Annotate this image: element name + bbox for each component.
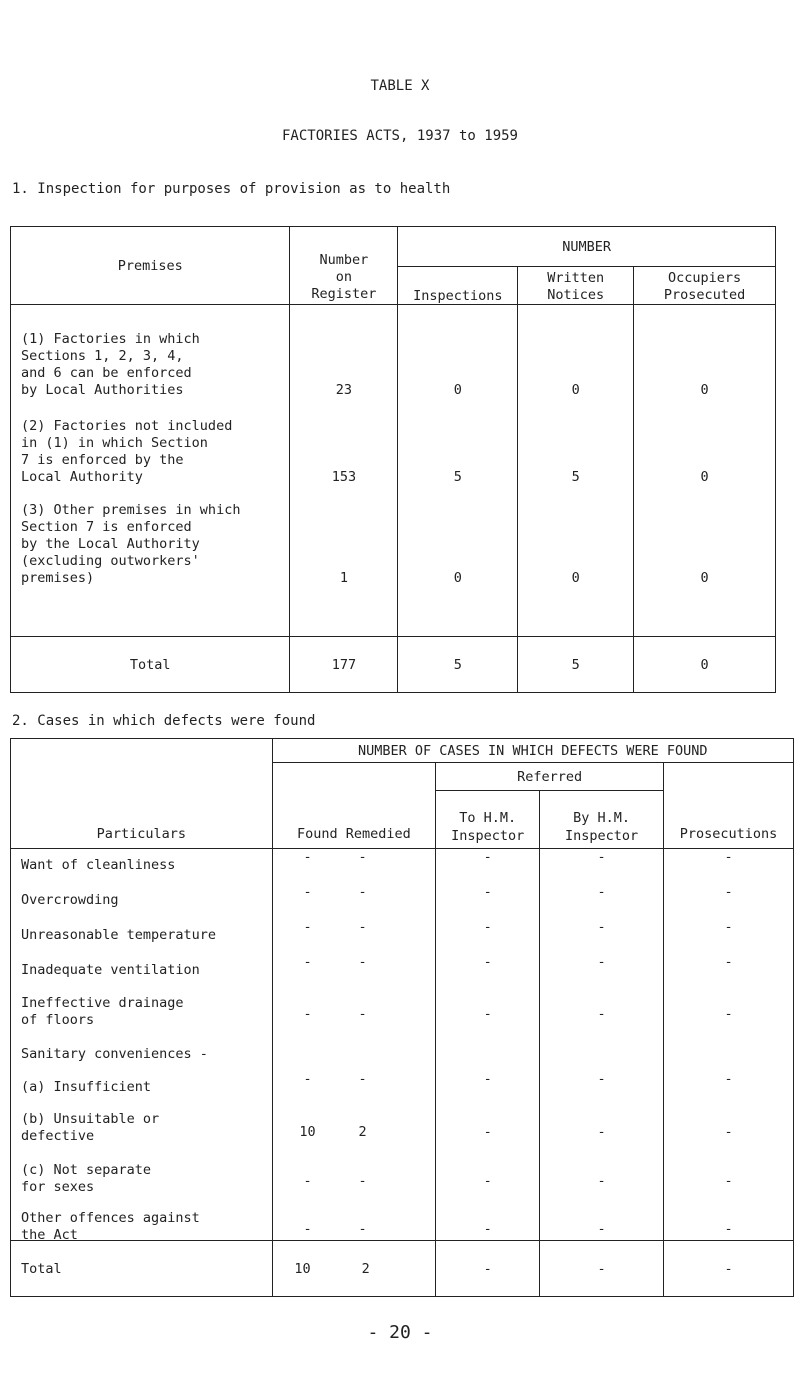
total-found-remedied (272, 1241, 436, 1297)
particulars-row: Ineffective drainage of floors (21, 995, 184, 1028)
prosecuted-value: 0 (700, 570, 709, 586)
found-value: - (303, 1071, 312, 1087)
premises-row-2: (2) Factories not included in (1) in which Section 7 is enforced by the Local Authority (21, 418, 233, 485)
inspections-column (398, 305, 518, 637)
occupiers-prosecuted-header: Occupiers Prosecuted (634, 267, 776, 305)
found-header: Found (297, 826, 338, 842)
particulars-column (11, 849, 273, 1241)
section1-heading: 1. Inspection for purposes of provision as to health (12, 181, 451, 197)
remedied-value: - (358, 849, 367, 865)
inspection-table (10, 226, 776, 693)
prosecutions-value: - (724, 954, 733, 970)
particulars-row: Overcrowding (21, 892, 119, 908)
total-register: 177 (290, 637, 398, 693)
by-hm-value: - (597, 1071, 606, 1087)
total-prosecutions: - (664, 1241, 794, 1297)
to-hm-value: - (483, 919, 492, 935)
found-value: - (303, 919, 312, 935)
total-remedied: 2 (361, 1260, 370, 1277)
written-notices-header: Written Notices (518, 267, 634, 305)
referred-header: Referred (436, 763, 664, 791)
to-hm-value: - (483, 849, 492, 865)
by-hm-inspector-header: By H.M. Inspector (540, 791, 664, 849)
found-value: - (303, 849, 312, 865)
premises-row-1: (1) Factories in which Sections 1, 2, 3, 4, and 6 can be enforced by Local Authorities (21, 331, 200, 398)
found-remedied-column (272, 849, 436, 1241)
prosecutions-column (664, 849, 794, 1241)
prosecutions-value: - (724, 849, 733, 865)
to-hm-value: - (483, 884, 492, 900)
page-number: - 20 - (367, 1322, 433, 1343)
notices-value: 0 (571, 570, 580, 586)
remedied-value: - (358, 954, 367, 970)
prosecuted-value: 0 (700, 382, 709, 398)
by-hm-value: - (597, 1221, 606, 1237)
remedied-value: - (358, 1173, 367, 1189)
total-label: Total (11, 637, 290, 693)
remedied-value: - (358, 1006, 367, 1022)
remedied-value: - (358, 1221, 367, 1237)
total-to-hm: - (436, 1241, 540, 1297)
total-inspections: 5 (398, 637, 518, 693)
section2-heading: 2. Cases in which defects were found (12, 713, 316, 729)
inspections-value: 0 (453, 382, 462, 398)
particulars-row: Unreasonable temperature (21, 927, 217, 943)
remedied-value: - (358, 919, 367, 935)
to-hm-value: - (483, 1124, 492, 1140)
by-hm-value: - (597, 1006, 606, 1022)
premises-row-3: (3) Other premises in which Section 7 is enforced by the Local Authority (excluding outworkers' premises) (21, 502, 241, 586)
inspections-value: 5 (453, 469, 462, 485)
defects-table (10, 738, 794, 1297)
particulars-row: Sanitary conveniences - (21, 1046, 208, 1062)
by-hm-value: - (597, 1124, 606, 1140)
to-hm-value: - (483, 1071, 492, 1087)
total-found: 10 (294, 1260, 311, 1277)
to-hm-value: - (483, 954, 492, 970)
particulars-row: Want of cleanliness (21, 857, 176, 873)
total-notices: 5 (518, 637, 634, 693)
particulars-row: (b) Unsuitable or defective (21, 1111, 160, 1144)
total-prosecuted: 0 (634, 637, 776, 693)
by-hm-value: - (597, 849, 606, 865)
found-value: - (303, 884, 312, 900)
prosecutions-value: - (724, 919, 733, 935)
to-hm-value: - (483, 1006, 492, 1022)
particulars-header: Particulars (11, 739, 273, 849)
prosecuted-value: 0 (700, 469, 709, 485)
found-value: - (303, 954, 312, 970)
prosecutions-value: - (724, 1221, 733, 1237)
inspections-header: Inspections (398, 267, 518, 305)
particulars-row: (c) Not separate for sexes (21, 1162, 152, 1195)
by-hm-value: - (597, 919, 606, 935)
prosecutions-value: - (724, 1071, 733, 1087)
to-hm-inspector-header: To H.M. Inspector (436, 791, 540, 849)
by-hm-value: - (597, 884, 606, 900)
prosecutions-header: Prosecutions (664, 763, 794, 849)
premises-column (11, 305, 290, 637)
table-subtitle: FACTORIES ACTS, 1937 to 1959 (281, 128, 518, 144)
total-label-2: Total (11, 1241, 273, 1297)
remedied-header: Remedied (345, 826, 411, 842)
total-by-hm: - (540, 1241, 664, 1297)
found-value: - (303, 1006, 312, 1022)
number-header: NUMBER (398, 227, 776, 267)
to-hm-value: - (483, 1173, 492, 1189)
premises-header: Premises (11, 227, 290, 305)
remedied-value: 2 (358, 1124, 367, 1140)
register-value: 1 (339, 570, 348, 586)
to-hm-value: - (483, 1221, 492, 1237)
found-value: 10 (299, 1124, 316, 1140)
register-header: Number on Register (290, 227, 398, 305)
table-title: TABLE X (370, 78, 430, 94)
register-value: 23 (335, 382, 353, 398)
notices-value: 5 (571, 469, 580, 485)
remedied-value: - (358, 1071, 367, 1087)
register-column (290, 305, 398, 637)
particulars-row: (a) Insufficient (21, 1079, 152, 1095)
notices-column (518, 305, 634, 637)
prosecutions-value: - (724, 1124, 733, 1140)
prosecuted-column (634, 305, 776, 637)
found-value: - (303, 1221, 312, 1237)
by-hm-value: - (597, 1173, 606, 1189)
to-hm-column (436, 849, 540, 1241)
register-value: 153 (331, 469, 357, 485)
particulars-row: Inadequate ventilation (21, 962, 200, 978)
notices-value: 0 (571, 382, 580, 398)
inspections-value: 0 (453, 570, 462, 586)
prosecutions-value: - (724, 884, 733, 900)
found-value: - (303, 1173, 312, 1189)
by-hm-value: - (597, 954, 606, 970)
remedied-value: - (358, 884, 367, 900)
prosecutions-value: - (724, 1006, 733, 1022)
by-hm-column (540, 849, 664, 1241)
found-remedied-header (272, 763, 436, 849)
number-of-cases-header: NUMBER OF CASES IN WHICH DEFECTS WERE FOUND (272, 739, 793, 763)
prosecutions-value: - (724, 1173, 733, 1189)
particulars-row: Other offences against the Act (21, 1210, 200, 1243)
